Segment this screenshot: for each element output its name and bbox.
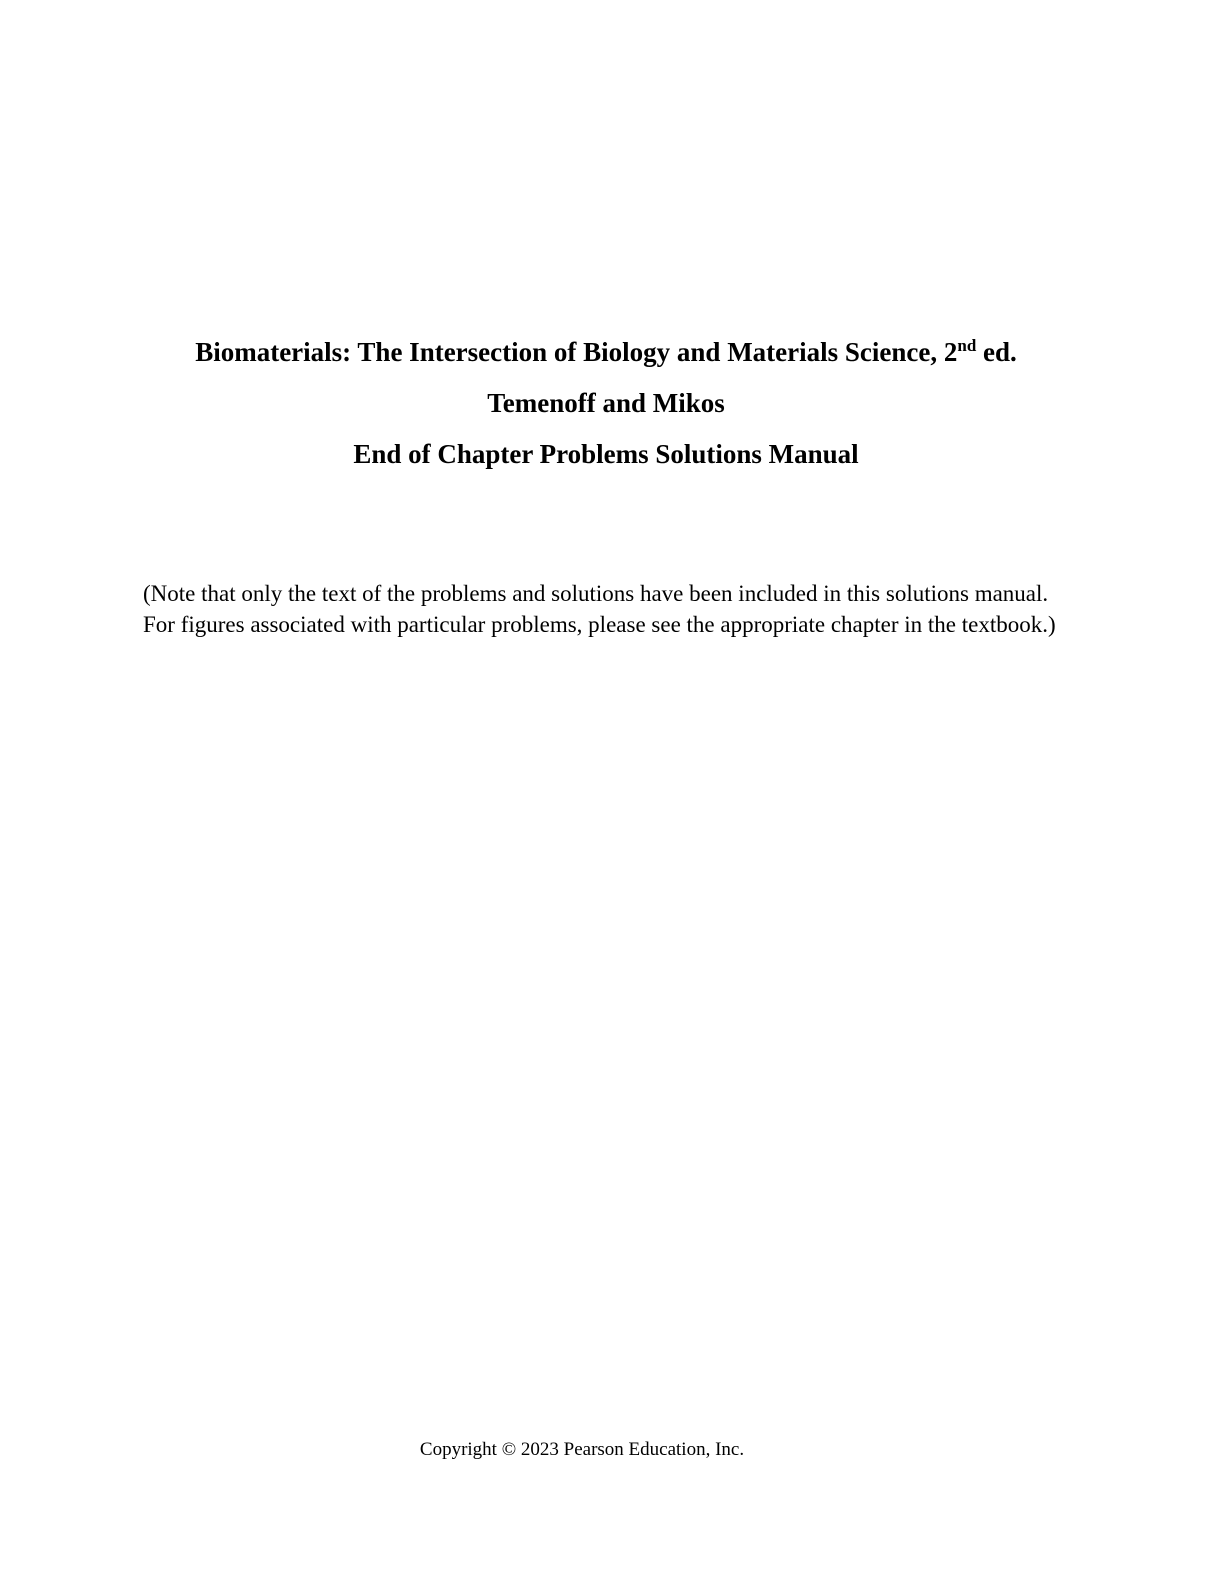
figures-note: (Note that only the text of the problems and solutions have been included in this solutions manual. For figures associated with particular problems, please see the appropriate chapter in the textbook.)	[143, 581, 1056, 637]
title-block	[0, 327, 1212, 480]
edition-superscript: nd	[957, 336, 977, 355]
copyright-footer: Copyright © 2023 Pearson Education, Inc.	[419, 1439, 745, 1460]
manual-subtitle: End of Chapter Problems Solutions Manual	[353, 439, 859, 469]
book-title	[0, 327, 1212, 378]
book-title-tail: ed.	[976, 337, 1017, 367]
book-title-main: Biomaterials: The Intersection of Biology and Materials Science, 2	[195, 337, 958, 367]
authors: Temenoff and Mikos	[487, 388, 725, 418]
